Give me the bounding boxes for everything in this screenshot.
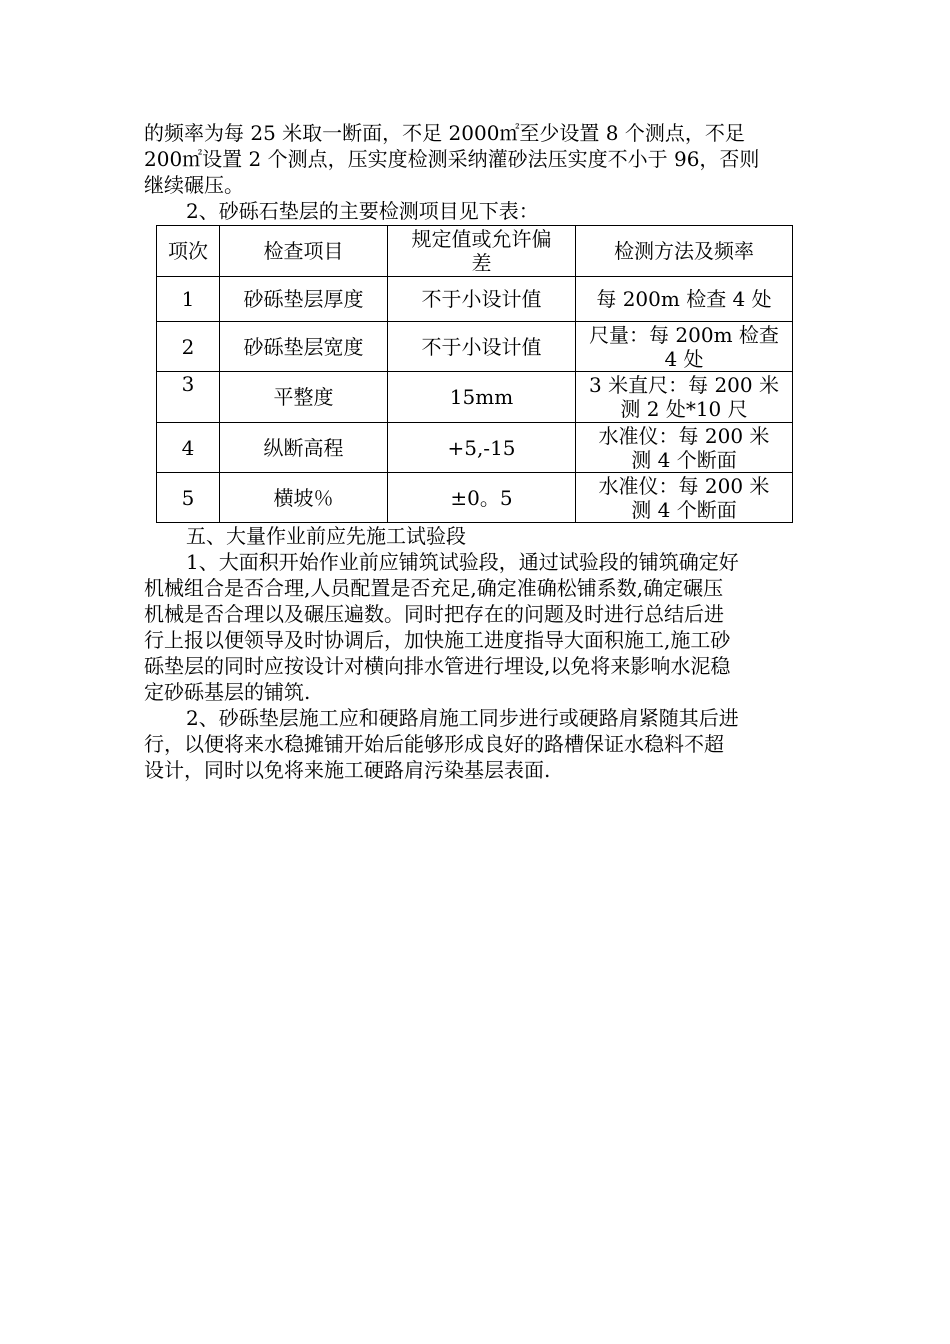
header-spec-line1: 规定值或允许偏 <box>411 227 552 251</box>
para1-line-5: 砾垫层的同时应按设计对横向排水管进行埋设,以免将来影响水泥稳 <box>144 654 731 678</box>
header-spec-line2: 差 <box>471 251 492 275</box>
row-no: 5 <box>157 473 220 523</box>
para1-line-3: 机械是否合理以及碾压遍数。同时把存在的问题及时进行总结后进 <box>144 602 724 626</box>
row-item: 纵断高程 <box>220 423 388 473</box>
row-method <box>576 423 793 473</box>
row-method-line2: 测 4 个断面 <box>631 497 737 522</box>
table-row <box>157 322 793 372</box>
header-item: 检查项目 <box>220 226 388 277</box>
para2-line-3: 设计，同时以免将来施工硬路肩污染基层表面. <box>144 758 551 782</box>
para1-line-2: 机械组合是否合理,人员配置是否充足,确定准确松铺系数,确定碾压 <box>144 576 724 600</box>
row-item: 平整度 <box>220 372 388 423</box>
row-item: 砂砾垫层宽度 <box>220 322 388 372</box>
row-no: 3 <box>157 372 220 423</box>
para1-line-6: 定砂砾基层的铺筑. <box>144 680 311 704</box>
table-row <box>157 277 793 322</box>
table-row <box>157 372 793 423</box>
intro-line-2: 200㎡设置 2 个测点，压实度检测采纳灌砂法压实度不小于 96，否则 <box>144 147 760 171</box>
para1-line-1: 1、大面积开始作业前应铺筑试验段，通过试验段的铺筑确定好 <box>186 550 739 574</box>
row-method-line1: 水准仪：每 200 米 <box>598 473 770 498</box>
row-spec: 15mm <box>388 372 576 423</box>
para2-line-1: 2、砂砾垫层施工应和硬路肩施工同步进行或硬路肩紧随其后进 <box>186 706 739 730</box>
row-method-line1: 尺量：每 200m 检查 <box>589 322 779 347</box>
header-no: 项次 <box>157 226 220 277</box>
row-no: 2 <box>157 322 220 372</box>
intro-line-1: 的频率为每 25 米取一断面，不足 2000㎡至少设置 8 个测点，不足 <box>144 121 745 145</box>
table-header-row <box>157 226 793 277</box>
header-method: 检测方法及频率 <box>576 226 793 277</box>
row-method <box>576 473 793 523</box>
row-method-line2: 测 4 个断面 <box>631 447 737 472</box>
row-spec: 不于小设计值 <box>388 322 576 372</box>
table-row <box>157 423 793 473</box>
row-method-line2: 4 处 <box>664 346 704 371</box>
row-item: 砂砾垫层厚度 <box>220 277 388 322</box>
section-title: 五、大量作业前应先施工试验段 <box>186 524 466 548</box>
intro-line-3: 继续碾压。 <box>144 173 244 197</box>
row-method-line1: 水准仪：每 200 米 <box>598 423 770 448</box>
row-spec: 不于小设计值 <box>388 277 576 322</box>
inspection-table <box>156 225 793 523</box>
document-body <box>144 120 808 783</box>
para2-line-2: 行，以便将来水稳摊铺开始后能够形成良好的路槽保证水稳料不超 <box>144 732 724 756</box>
header-spec <box>388 226 576 277</box>
row-item: 横坡％ <box>220 473 388 523</box>
row-spec: +5,-15 <box>388 423 576 473</box>
row-method: 每 200m 检查 4 处 <box>576 277 793 322</box>
row-method-line1: 3 米直尺：每 200 米 <box>589 373 779 397</box>
para1-line-4: 行上报以便领导及时协调后，加快施工进度指导大面积施工,施工砂 <box>144 628 731 652</box>
row-no: 1 <box>157 277 220 322</box>
row-method <box>576 372 793 423</box>
row-method-line2: 测 2 处*10 尺 <box>620 397 748 421</box>
row-method <box>576 322 793 372</box>
table-row <box>157 473 793 523</box>
row-spec: ±0。5 <box>388 473 576 523</box>
table-intro: 2、砂砾石垫层的主要检测项目见下表： <box>186 199 539 223</box>
row-no: 4 <box>157 423 220 473</box>
